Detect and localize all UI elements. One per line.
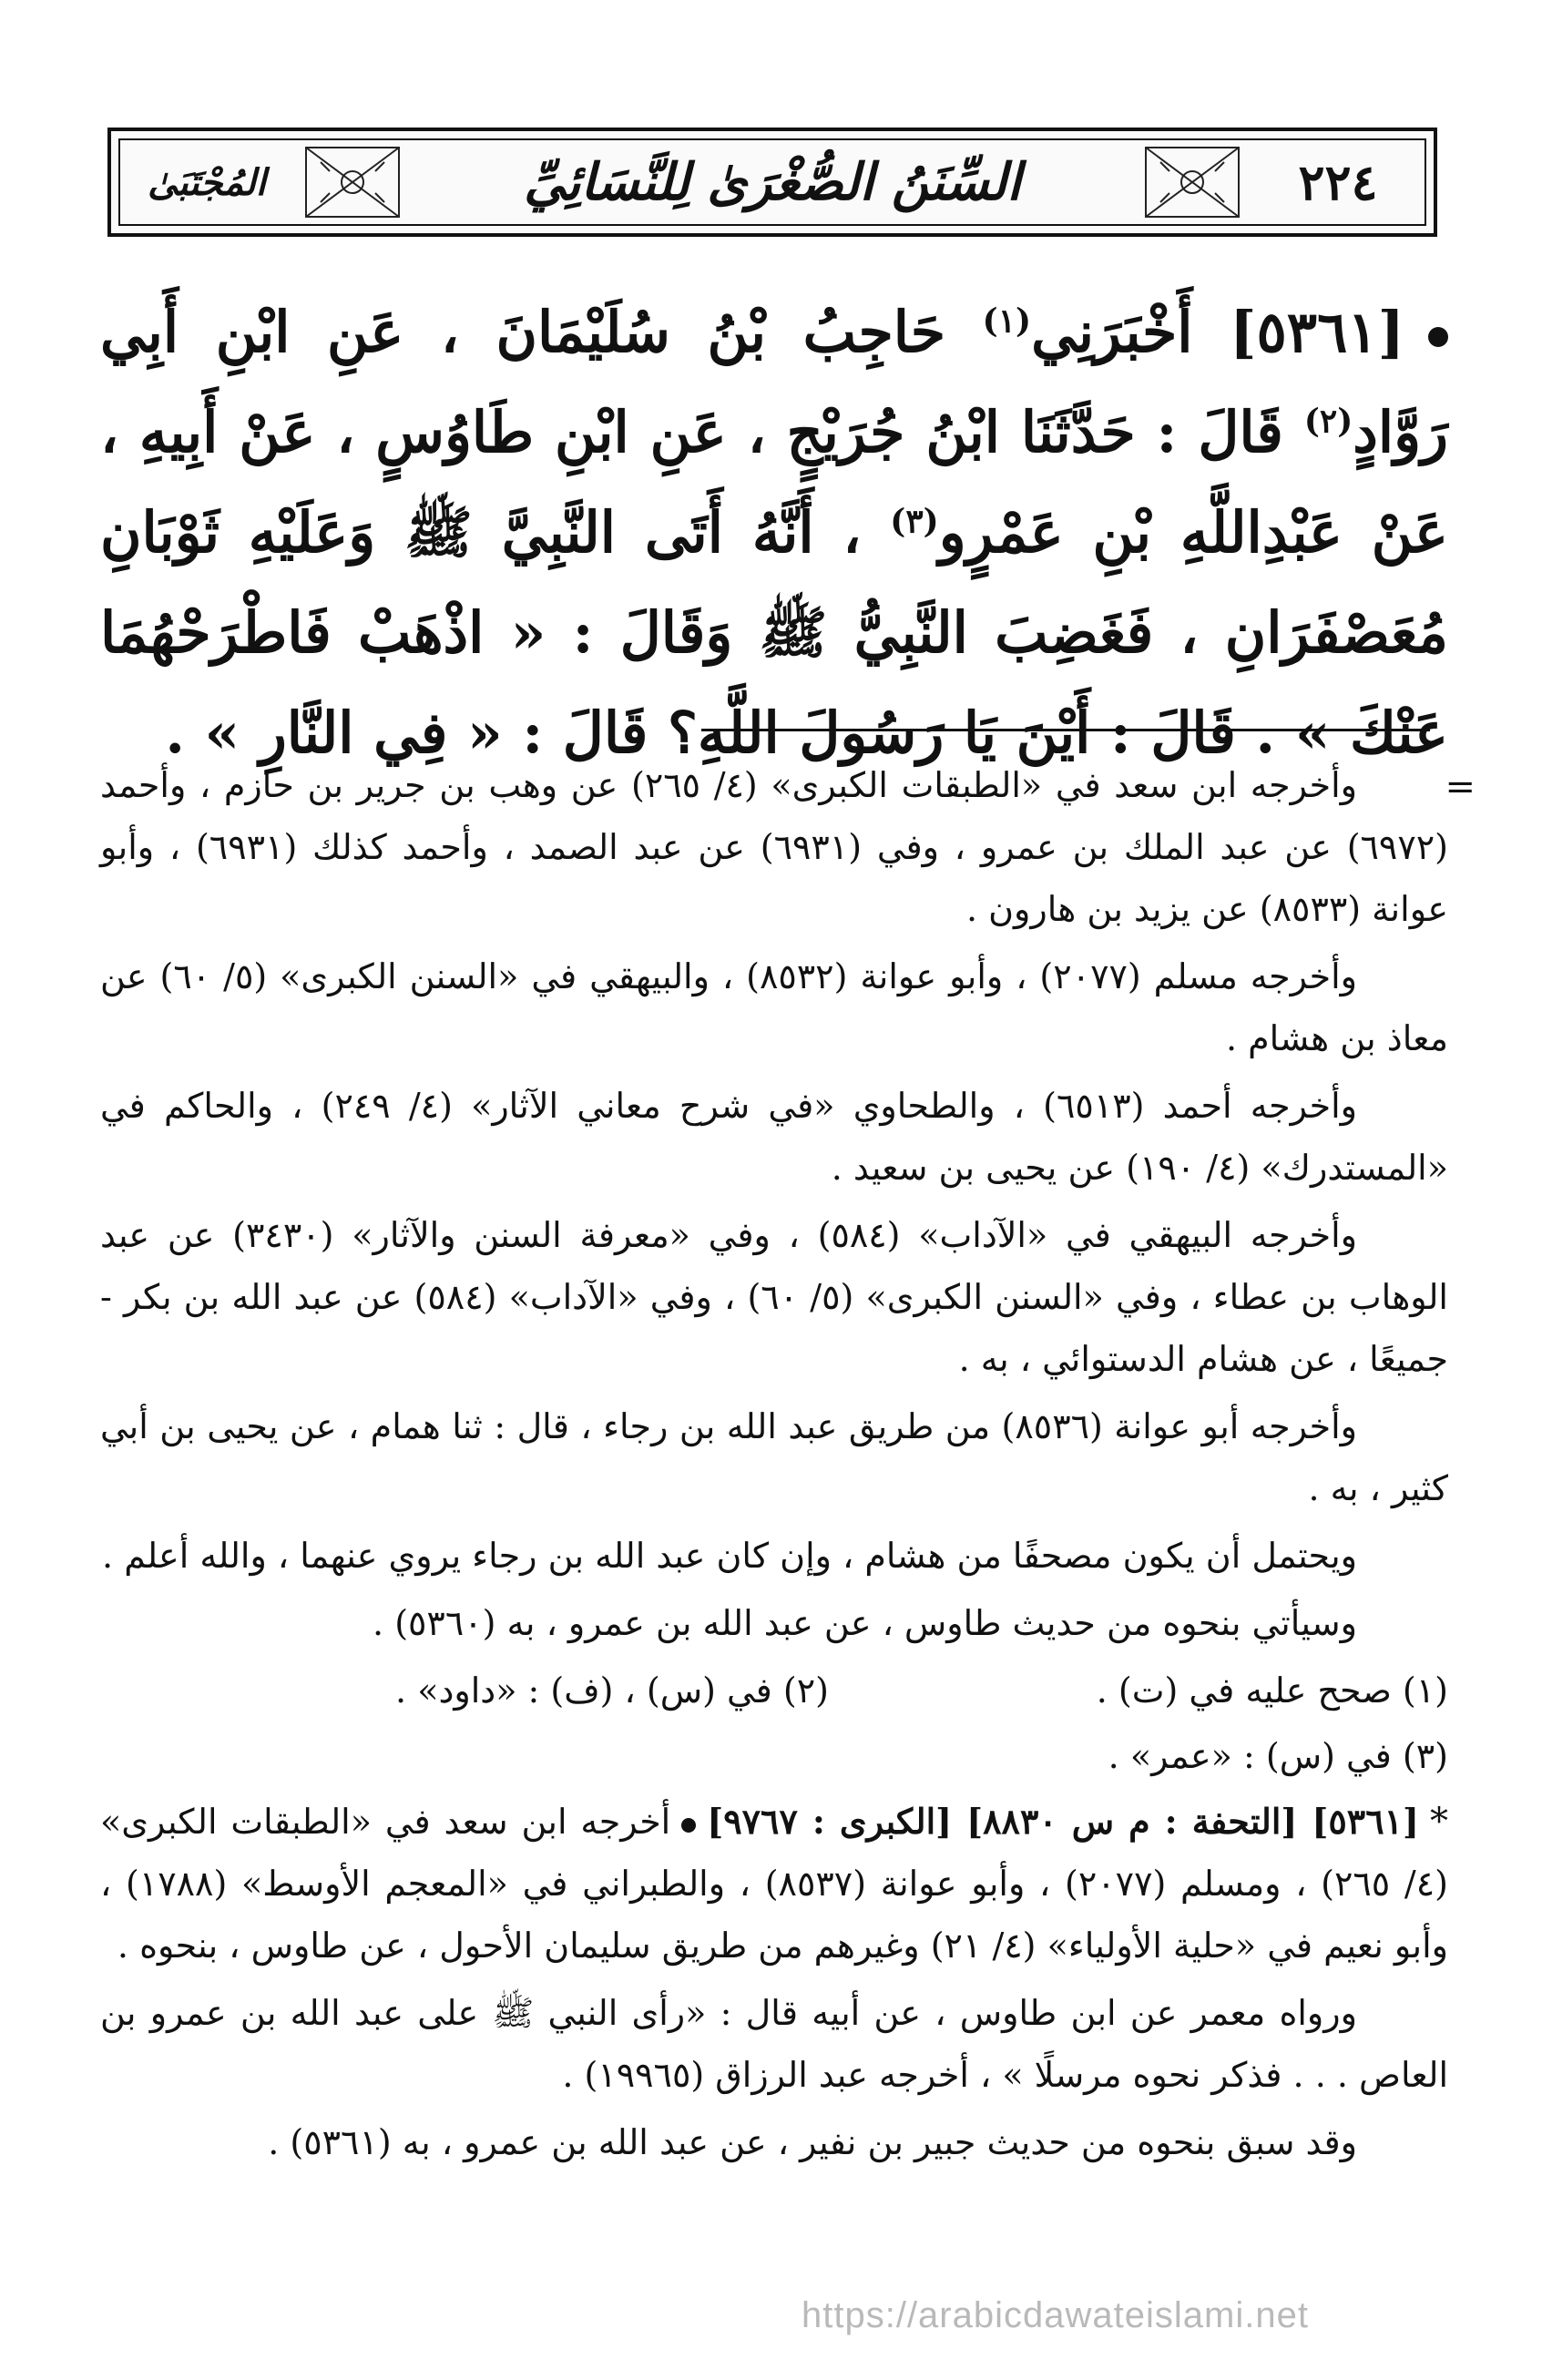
bullet-icon bbox=[681, 1818, 696, 1833]
hadith-segment: حَاجِبُ بْنُ سُلَيْمَانَ ، عَنِ ابْنِ أَبِي رَوَّادٍ bbox=[100, 299, 1448, 465]
book-title: السِّنَنُ الصُّغْرَىٰ لِلنَّسَائِيِّ bbox=[524, 152, 1021, 212]
watermark: https://arabicdawateislami.net bbox=[802, 2295, 1309, 2335]
note-paragraph: وأخرجه أبو عوانة (٨٥٣٦) من طريق عبد الله بن رجاء ، قال : ثنا همام ، عن يحيى بن أبي كثير ، به . bbox=[100, 1406, 1448, 1508]
page-header bbox=[107, 128, 1437, 237]
tahqiq-heading: [٥٣٦١] [التحفة : م س ٨٨٣٠] [الكبرى : ٩٧٦٧] bbox=[707, 1801, 1419, 1842]
prophetic-quote: « فِي النَّارِ » bbox=[204, 700, 503, 766]
hadith-segment: . قَالَ : أَيْنَ يَا رَسُولَ اللَّهِ؟ قَالَ : bbox=[522, 700, 1276, 766]
footnote: (١) صحح عليه في (ت) . bbox=[1096, 1670, 1448, 1711]
footnote-row bbox=[100, 1725, 1448, 1787]
footnote-divider bbox=[701, 729, 1430, 731]
series-name: المُجْتَبَىٰ bbox=[148, 160, 266, 204]
page-number: ٢٢٤ bbox=[1298, 153, 1378, 211]
star-icon: * bbox=[1430, 1801, 1448, 1843]
note-paragraph: وأخرجه أحمد (٦٥١٣) ، والطحاوي «في شرح معاني الآثار» (٤/ ٢٤٩) ، والحاكم في «المستدرك» (٤/ ١٩٠) عن يحيى بن سعيد . bbox=[100, 1086, 1448, 1188]
footnote-marker: (٣) bbox=[890, 502, 939, 541]
footnote: (٣) في (س) : «عمر» . bbox=[1108, 1736, 1448, 1776]
continuation-mark: = bbox=[1445, 766, 1476, 808]
hadith-segment: قَالَ : حَدَّثَنَا ابْنُ جُرَيْجٍ ، عَنِ ابْنِ طَاوُسٍ ، عَنْ أَبِيهِ ، عَنْ عَبْدِاللَّهِ بْنِ عَمْرٍو bbox=[100, 399, 1448, 566]
hadith-number: [٥٣٦١] bbox=[1230, 299, 1405, 365]
note-paragraph: وسيأتي بنحوه من حديث طاوس ، عن عبد الله بن عمرو ، به (٥٣٦٠) . bbox=[373, 1603, 1357, 1643]
ornament-icon bbox=[302, 144, 403, 220]
footnote: (٢) في (س) ، (ف) : «داود» . bbox=[395, 1670, 829, 1711]
tahqiq-paragraph bbox=[100, 1791, 1448, 1977]
footnote-marker: (١) bbox=[982, 301, 1032, 341]
footnote-marker: (٢) bbox=[1303, 402, 1353, 441]
note-paragraph: ويحتمل أن يكون مصحفًا من هشام ، وإن كان عبد الله بن رجاء يروي عنهما ، والله أعلم . bbox=[102, 1536, 1357, 1576]
note-paragraph: وأخرجه البيهقي في «الآداب» (٥٨٤) ، وفي «معرفة السنن والآثار» (٣٤٣٠) عن عبد الوهاب بن عطاء ، وفي «السنن الكبرى» (٥/ ٦٠) ، وفي «الآداب» (٥٨٤) عن عبد الله بن بكر - جميعًا ، عن هشام الدستوائي ، به . bbox=[100, 1215, 1448, 1379]
bullet-icon bbox=[1428, 327, 1448, 347]
prophetic-quote: « اذْهَبْ فَاطْرَحْهُمَا عَنْكَ » bbox=[100, 599, 1448, 766]
notes-section bbox=[100, 754, 1476, 2179]
footnote-row bbox=[100, 1660, 1448, 1721]
hadith-text bbox=[100, 282, 1448, 783]
hadith-segment: . bbox=[165, 700, 185, 766]
hadith-segment: ، أَنَّهُ أَتَى النَّبِيَّ ﷺ وَعَلَيْهِ ثَوْبَانِ مُعَصْفَرَانِ ، فَغَضِبَ النَّبِيُّ ﷺ وَقَالَ : bbox=[100, 499, 1448, 666]
tahqiq-paragraph: وقد سبق بنحوه من حديث جبير بن نفير ، عن عبد الله بن عمرو ، به (٥٣٦١) . bbox=[268, 2122, 1357, 2162]
note-paragraph: وأخرجه مسلم (٢٠٧٧) ، وأبو عوانة (٨٥٣٢) ، والبيهقي في «السنن الكبرى» (٥/ ٦٠) عن معاذ بن هشام . bbox=[100, 956, 1448, 1058]
ornament-icon bbox=[1142, 144, 1242, 220]
tahqiq-text: أخرجه ابن سعد في «الطبقات الكبرى» (٤/ ٢٦٥) ، ومسلم (٢٠٧٧) ، وأبو عوانة (٨٥٣٧) ، والطبراني في «المعجم الأوسط» (١٧٨٨) ، وأبو نعيم في «حلية الأولياء» (٤/ ٢١) وغيرهم من طريق سليمان الأحول ، عن طاوس ، بنحوه . bbox=[100, 1802, 1448, 1966]
hadith-segment: أَخْبَرَنِي bbox=[1031, 299, 1193, 365]
note-paragraph: وأخرجه ابن سعد في «الطبقات الكبرى» (٤/ ٢٦٥) عن وهب بن جرير بن حازم ، وأحمد (٦٩٧٢) عن عبد الملك بن عمرو ، وفي (٦٩٣١) عن عبد الصمد ، وأحمد كذلك (٦٩٣١) ، وأبو عوانة (٨٥٣٣) عن يزيد بن هارون . bbox=[100, 765, 1448, 929]
tahqiq-paragraph: ورواه معمر عن ابن طاوس ، عن أبيه قال : «رأى النبي ﷺ على عبد الله بن عمرو بن العاص . . . فذكر نحوه مرسلًا » ، أخرجه عبد الرزاق (١٩٩٦٥) . bbox=[100, 1993, 1448, 2095]
